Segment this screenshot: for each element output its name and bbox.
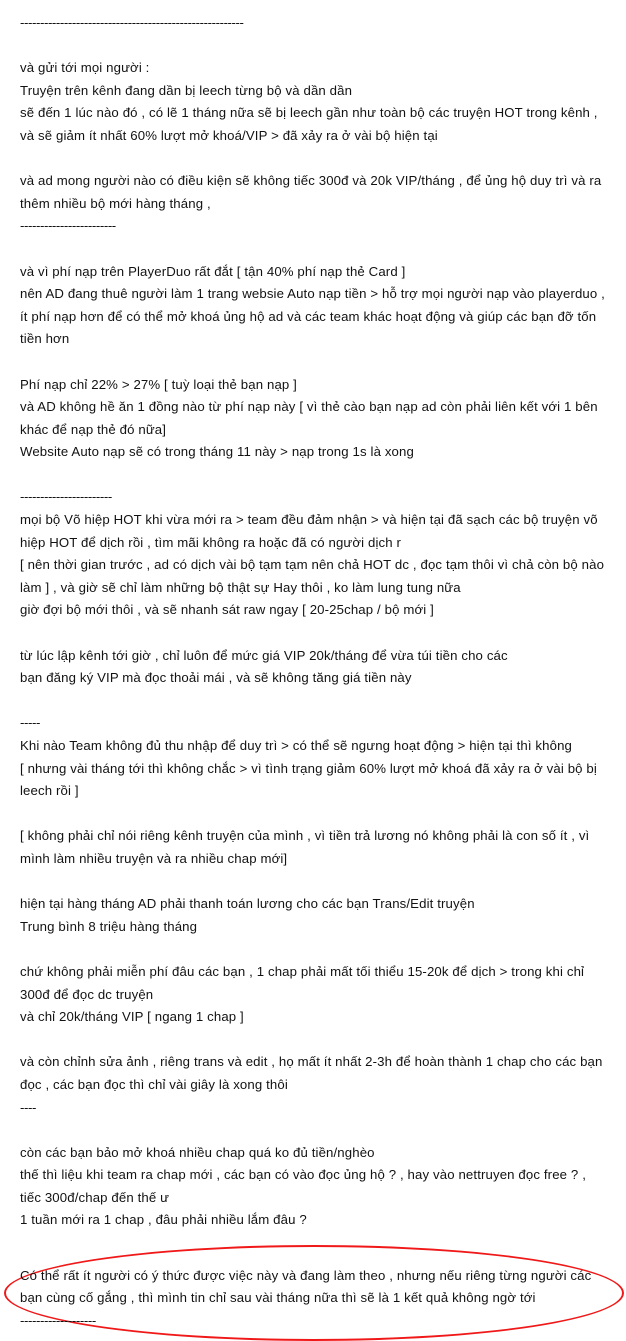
paragraph: Phí nạp chỉ 22% > 27% [ tuỳ loại thẻ bạn nạp ]: [20, 376, 297, 392]
paragraph: và gửi tới mọi người :: [20, 60, 150, 76]
paragraph: và AD không hề ăn 1 đồng nào từ phí nạp này [ vì thẻ cào bạn nạp ad còn phải liên kết với 1 bên: [20, 399, 598, 415]
paragraph: và vì phí nạp trên PlayerDuo rất đắt [ tận 40% phí nạp thẻ Card ]: [20, 263, 406, 279]
paragraph: hiệp HOT để dịch rồi , tìm mãi không ra hoặc đã có người dịch r: [20, 534, 402, 550]
paragraph: 300đ để đọc dc truyện: [20, 986, 154, 1002]
paragraph: thế thì liệu khi team ra chap mới , các bạn có vào đọc ủng hộ ? , hay vào nettruyen đọc free ? ,: [20, 1167, 586, 1183]
paragraph: leech rồi ]: [20, 783, 79, 799]
paragraph: tiền hơn: [20, 331, 70, 347]
spacer: [20, 238, 612, 261]
spacer: [20, 871, 612, 894]
spacer: [20, 148, 612, 171]
paragraph: [ không phải chỉ nói riêng kênh truyện của mình , vì tiền trả lương nó không phải là con số ít , vì: [20, 828, 590, 844]
paragraph: Có thể rất ít người có ý thức được việc này và đang làm theo , nhưng nếu riêng từng người các: [20, 1267, 592, 1283]
spacer: [20, 803, 612, 826]
paragraph: giờ đợi bộ mới thôi , và sẽ nhanh sát raw ngay [ 20-25chap / bộ mới ]: [20, 602, 434, 618]
paragraph: và ad mong người nào có điều kiện sẽ không tiếc 300đ và 20k VIP/tháng , để ủng hộ duy trì và ra: [20, 173, 602, 189]
document-body: [20, 12, 612, 1332]
spacer: [20, 351, 612, 374]
spacer: [20, 464, 612, 487]
paragraph: 1 tuần mới ra 1 chap , đâu phải nhiều lắm đâu ?: [20, 1212, 307, 1228]
paragraph: làm ] , và giờ sẽ chỉ làm những bộ thật sự Hay thôi , ko làm lung tung nữa: [20, 579, 461, 595]
divider-bottom: -------------------: [20, 1312, 96, 1328]
paragraph: mình làm nhiều truyện và ra nhiều chap mới]: [20, 850, 288, 866]
spacer: [20, 1232, 612, 1255]
paragraph: và còn chỉnh sửa ảnh , riêng trans và edit , họ mất ít nhất 2-3h để hoàn thành 1 chap cho các bạn: [20, 1054, 603, 1070]
paragraph: Website Auto nạp sẽ có trong tháng 11 này > nạp trong 1s là xong: [20, 444, 414, 460]
paragraph: [ nhưng vài tháng tới thì không chắc > vì tình trạng giảm 60% lượt mở khoá đã xảy ra ở vài bộ bị: [20, 760, 597, 776]
paragraph: từ lúc lập kênh tới giờ , chỉ luôn để mức giá VIP 20k/tháng để vừa túi tiền cho các: [20, 647, 508, 663]
spacer: [20, 938, 612, 961]
paragraph: Truyện trên kênh đang dần bị leech từng bộ và dần dần: [20, 82, 353, 98]
paragraph: sẽ đến 1 lúc nào đó , có lẽ 1 tháng nữa sẽ bị leech gần như toàn bộ các truyện HOT trong kênh ,: [20, 105, 598, 121]
spacer: [20, 1029, 612, 1052]
spacer: [20, 690, 612, 713]
paragraph: khác để nạp thẻ đó nữa]: [20, 421, 167, 437]
divider-top: --------------------------------------------------------: [20, 15, 244, 30]
paragraph: ít phí nạp hơn để có thể mở khoá ủng hộ ad và các team khác hoạt động và giúp các bạn đỡ tốn: [20, 308, 597, 324]
paragraph: hiện tại hàng tháng AD phải thanh toán lương cho các bạn Trans/Edit truyện: [20, 896, 475, 912]
paragraph: Trung bình 8 triệu hàng tháng: [20, 918, 198, 934]
paragraph: mọi bộ Võ hiệp HOT khi vừa mới ra > team đều đảm nhận > và hiện tại đã sạch các bộ truyện võ: [20, 512, 598, 528]
paragraph: và sẽ giảm ít nhất 60% lượt mở khoá/VIP > đã xảy ra ở vài bộ hiện tại: [20, 127, 438, 143]
divider: ------------------------: [20, 218, 116, 234]
paragraph: thêm nhiều bộ mới hàng tháng ,: [20, 195, 211, 211]
paragraph: bạn cùng cố gắng , thì mình tin chỉ sau vài tháng nữa thì sẽ là 1 kết quả không ngờ tới: [20, 1290, 536, 1306]
spacer: [20, 35, 612, 58]
divider: -----------------------: [20, 489, 112, 505]
paragraph: chứ không phải miễn phí đâu các bạn , 1 chap phải mất tối thiểu 15-20k để dịch > trong khi chỉ: [20, 963, 585, 979]
highlighted-section: [20, 1259, 612, 1333]
paragraph: nên AD đang thuê người làm 1 trang websie Auto nạp tiền > hỗ trợ mọi người nạp vào playerduo ,: [20, 286, 605, 302]
paragraph: bạn đăng ký VIP mà đọc thoải mái , và sẽ không tăng giá tiền này: [20, 670, 412, 686]
divider: -----: [20, 715, 40, 731]
paragraph: tiếc 300đ/chap đến thế ư: [20, 1189, 170, 1205]
paragraph: và chỉ 20k/tháng VIP [ ngang 1 chap ]: [20, 1009, 244, 1025]
paragraph: [ nên thời gian trước , ad có dịch vài bộ tạm tạm nên chả HOT dc , đọc tạm thôi vì chả còn bộ nào: [20, 557, 605, 573]
paragraph: còn các bạn bảo mở khoá nhiều chap quá ko đủ tiền/nghèo: [20, 1144, 375, 1160]
spacer: [20, 622, 612, 645]
divider: ----: [20, 1099, 36, 1115]
paragraph: Khi nào Team không đủ thu nhập để duy trì > có thể sẽ ngưng hoạt động > hiện tại thì không: [20, 738, 573, 753]
spacer: [20, 1119, 612, 1142]
paragraph: đọc , các bạn đọc thì chỉ vài giây là xong thôi: [20, 1076, 288, 1092]
